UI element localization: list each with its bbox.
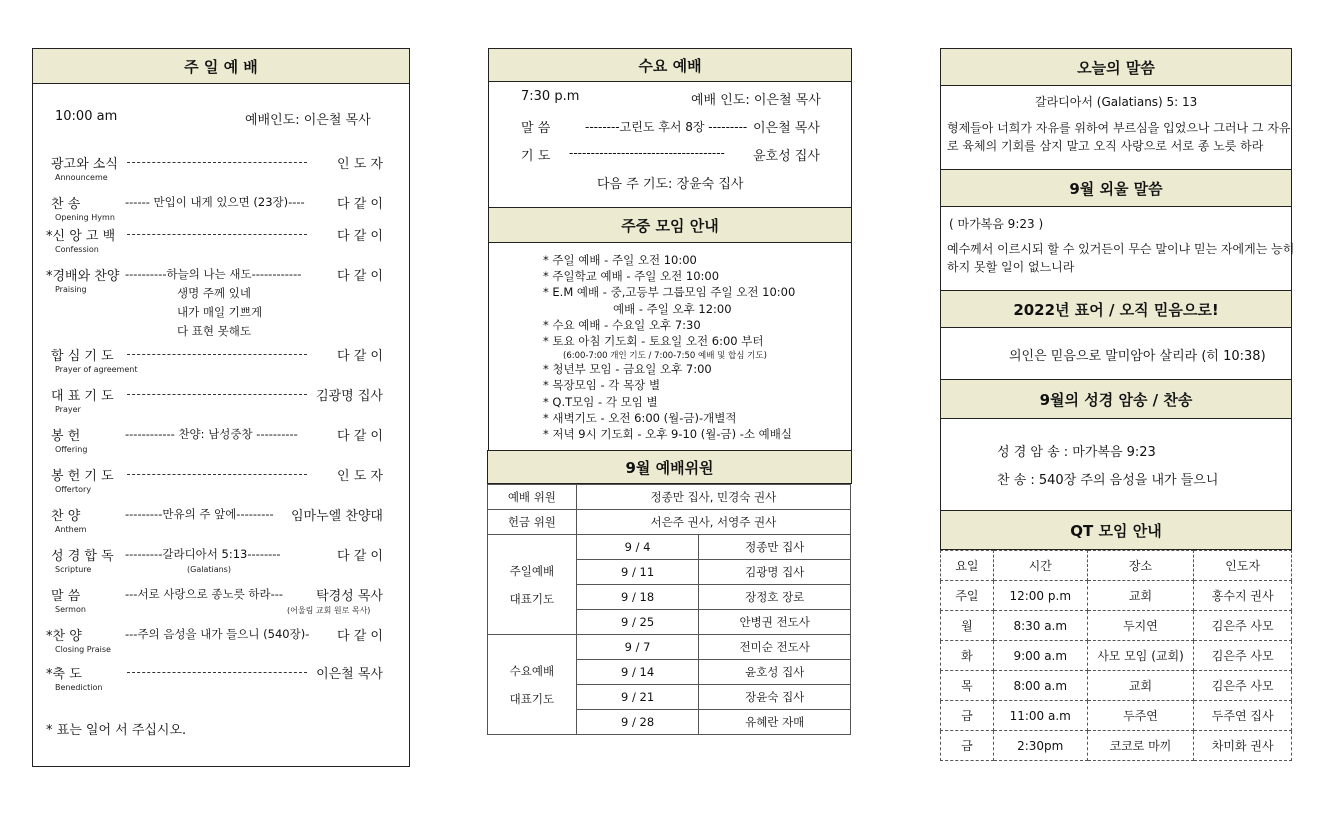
- wed-sermon-label: 말 씀: [521, 121, 551, 136]
- worship-committee-label: 예배 위원: [488, 485, 577, 510]
- order-item-label: *경배와 찬양: [46, 269, 120, 284]
- order-item-label: *축 도: [46, 667, 82, 682]
- table-row: [941, 671, 1292, 701]
- qt-cell: 김은주 사모: [1194, 671, 1292, 701]
- weekly-item: * 수요 예배 - 수요일 오후 7:30: [543, 317, 701, 332]
- order-item-leader-line: [127, 672, 307, 673]
- order-item-person: 다 같 이: [337, 629, 383, 644]
- motto-title: 2022년 표어 / 오직 믿음으로!: [940, 290, 1292, 328]
- wed-date-1: 9 / 7: [576, 635, 699, 660]
- weekly-item: * E.M 예배 - 중,고등부 그룹모임 주일 오전 10:00: [543, 285, 796, 300]
- wed-sermon-title: --------고린도 후서 8장 ---------: [585, 120, 748, 134]
- wed-prayer-label-2: 대표기도: [509, 691, 555, 706]
- wed-next-prayer: 다음 주 기도: 장윤숙 집사: [597, 177, 744, 192]
- memory-text-2: 하지 못할 일이 없느니라: [947, 260, 1075, 274]
- table-row: [941, 641, 1292, 671]
- order-item-english: Opening Hymn: [55, 213, 115, 222]
- wed-date-2: 9 / 14: [576, 660, 699, 685]
- wed-date-4: 9 / 28: [576, 710, 699, 735]
- order-item-leader-line: [127, 234, 307, 235]
- standing-note: * 표는 일어 서 주십시오.: [46, 723, 187, 738]
- weekly-item: (6:00-7:00 개인 기도 / 7:00-7:50 예배 및 합심 기도): [563, 351, 767, 362]
- word-text-2: 로 육체의 기회를 삼지 말고 오직 사랑으로 서로 종 노릇 하라: [947, 139, 1264, 153]
- recite-title: 9월의 성경 암송 / 찬송: [940, 379, 1292, 419]
- order-item-person: 인 도 자: [337, 469, 383, 484]
- weekly-item: * 청년부 모임 - 금요일 오후 7:00: [543, 362, 712, 377]
- order-item-detail: ------------ 찬양: 남성중창 ----------: [125, 427, 298, 441]
- table-row: [941, 581, 1292, 611]
- order-item-english: Closing Praise: [55, 645, 111, 654]
- order-item-label: 광고와 소식: [51, 157, 118, 172]
- weekly-item: * Q.T모임 - 각 모임 별: [543, 394, 658, 409]
- order-item-person: 김광명 집사: [316, 389, 383, 404]
- weekly-item: * 목장모임 - 각 목장 별: [543, 378, 661, 393]
- memory-panel: [940, 206, 1295, 291]
- order-item-detail: ------ 만입이 내게 있으면 (23장)----: [125, 195, 305, 209]
- praise-song-1: 생명 주께 있네: [177, 286, 251, 300]
- order-item-label: 찬 양: [51, 509, 81, 524]
- order-item-leader-line: [127, 394, 307, 395]
- sunday-name-1: 정종만 집사: [699, 535, 851, 560]
- order-item-label: 봉 헌 기 도: [51, 469, 114, 484]
- word-text-1: 형제들아 너희가 자유를 위하여 부르심을 입었으나 그러나 그 자유: [947, 121, 1291, 135]
- qt-header-day: 요일: [941, 551, 994, 581]
- qt-table: [940, 550, 1292, 761]
- galatians-subtitle: (Galatians): [187, 565, 231, 574]
- order-item-person: 다 같 이: [337, 429, 383, 444]
- recite-hymn: 찬 송 : 540장 주의 음성을 내가 들으니: [997, 473, 1219, 488]
- table-row: [941, 701, 1292, 731]
- order-item-label: 찬 송: [51, 197, 81, 212]
- table-row: [488, 535, 851, 560]
- offering-committee-names: 서은주 권사, 서영주 권사: [576, 510, 850, 535]
- weekly-item: * 토요 아침 기도회 - 토요일 오전 6:00 부터: [543, 334, 764, 348]
- table-row: [941, 731, 1292, 761]
- qt-header-leader: 인도자: [1194, 551, 1292, 581]
- order-item-detail: ----------하늘의 나는 새도------------: [125, 267, 302, 281]
- order-item-person: 임마누엘 찬양대: [290, 509, 383, 524]
- workers-table: [487, 484, 851, 735]
- order-item-label: 성 경 합 독: [51, 549, 114, 564]
- qt-rows: [941, 581, 1292, 761]
- order-item-english: Praising: [55, 285, 87, 294]
- wednesday-title: 수요 예배: [488, 48, 852, 82]
- qt-cell: 화: [941, 641, 994, 671]
- qt-cell: 교회: [1087, 581, 1194, 611]
- table-row: [488, 485, 851, 510]
- order-item-english: Prayer of agreement: [55, 365, 138, 374]
- praise-song-2: 내가 매일 기쁘게: [177, 305, 263, 319]
- qt-cell: 두주연: [1087, 701, 1194, 731]
- qt-cell: 두지연: [1087, 611, 1194, 641]
- order-item-label: 봉 헌: [51, 429, 81, 444]
- qt-cell: 차미화 권사: [1194, 731, 1292, 761]
- order-item-label: 대 표 기 도: [51, 389, 114, 404]
- qt-header-time: 시간: [993, 551, 1087, 581]
- sunday-name-3: 장정호 장로: [699, 585, 851, 610]
- worship-committee-names: 정종만 집사, 민경숙 권사: [576, 485, 850, 510]
- qt-cell: 9:00 a.m: [993, 641, 1087, 671]
- word-reference: 갈라디아서 (Galatians) 5: 13: [1035, 95, 1198, 109]
- offering-committee-label: 헌금 위원: [488, 510, 577, 535]
- recite-panel: [940, 418, 1292, 511]
- order-item-person: 다 같 이: [337, 349, 383, 364]
- qt-cell: 8:30 a.m: [993, 611, 1087, 641]
- wed-prayer-label: 기 도: [521, 149, 551, 164]
- wed-date-3: 9 / 21: [576, 685, 699, 710]
- qt-cell: 사모 모임 (교회): [1087, 641, 1194, 671]
- wed-prayer-leader: 윤호성 집사: [753, 149, 820, 164]
- order-item-person: 다 같 이: [337, 229, 383, 244]
- sunday-date-2: 9 / 11: [576, 560, 699, 585]
- weekly-item: * 새벽기도 - 오전 6:00 (월-금)-개별적: [543, 410, 737, 425]
- qt-cell: 주일: [941, 581, 994, 611]
- memory-title: 9월 외울 말씀: [940, 169, 1292, 207]
- wed-sermon-preacher: 이은철 목사: [753, 121, 820, 136]
- qt-cell: 11:00 a.m: [993, 701, 1087, 731]
- order-item-english: Announceme: [55, 173, 108, 182]
- qt-cell: 김은주 사모: [1194, 611, 1292, 641]
- order-item-detail: ---------갈라디아서 5:13--------: [125, 547, 281, 561]
- order-item-detail: ---주의 음성을 내가 들으니 (540장)-: [125, 627, 310, 641]
- qt-cell: 두주연 집사: [1194, 701, 1292, 731]
- order-item-english: Sermon: [55, 605, 86, 614]
- sermon-preacher-subtitle: (어울림 교회 원로 목사): [287, 606, 371, 615]
- weekly-item: 예배 - 주일 오후 12:00: [613, 301, 732, 316]
- order-item-english: Benediction: [55, 683, 103, 692]
- table-row: [488, 510, 851, 535]
- qt-cell: 월: [941, 611, 994, 641]
- order-item-detail: ---서로 사랑으로 종노릇 하라---: [125, 587, 284, 601]
- qt-cell: 홍수지 권사: [1194, 581, 1292, 611]
- sunday-title: 주 일 예 배: [32, 48, 410, 84]
- order-item-person: 인 도 자: [337, 157, 383, 172]
- memory-text-1: 예수께서 이르시되 할 수 있거든이 무슨 말이냐 믿는 자에게는 능히: [947, 242, 1295, 256]
- wednesday-panel: [488, 48, 852, 208]
- order-item-leader-line: [127, 354, 307, 355]
- qt-cell: 교회: [1087, 671, 1194, 701]
- qt-cell: 코코로 마끼: [1087, 731, 1194, 761]
- weekly-title: 주중 모임 안내: [488, 207, 852, 243]
- sunday-prayer-label-2: 대표기도: [509, 591, 555, 606]
- wed-name-4: 유혜란 자매: [699, 710, 851, 735]
- order-item-english: Scripture: [55, 565, 92, 574]
- sunday-prayer-label: [488, 535, 577, 635]
- qt-cell: 김은주 사모: [1194, 641, 1292, 671]
- qt-cell: 목: [941, 671, 994, 701]
- sunday-leader: 예배인도: 이은철 목사: [245, 113, 371, 128]
- order-item-english: Offering: [55, 445, 88, 454]
- wednesday-leader: 예배 인도: 이은철 목사: [691, 93, 821, 108]
- sunday-name-4: 안병권 전도사: [699, 610, 851, 635]
- weekly-panel: [488, 207, 852, 451]
- table-row: [941, 611, 1292, 641]
- order-item-person: 다 같 이: [337, 269, 383, 284]
- order-item-label: *신 앙 고 백: [46, 229, 116, 244]
- wednesday-time: 7:30 p.m: [521, 89, 580, 104]
- order-item-label: 말 씀: [51, 589, 81, 604]
- order-item-english: Confession: [55, 245, 99, 254]
- qt-title: QT 모임 안내: [940, 510, 1292, 550]
- order-item-label: 합 심 기 도: [51, 349, 114, 364]
- motto-text: 의인은 믿음으로 말미암아 살리라 (히 10:38): [1009, 349, 1266, 364]
- weekly-item: * 주일학교 예배 - 주일 오전 10:00: [543, 269, 720, 284]
- wed-name-3: 장윤숙 집사: [699, 685, 851, 710]
- order-item-person: 다 같 이: [337, 197, 383, 212]
- wed-prayer-leader-line: ------------------------------------: [569, 146, 725, 160]
- wed-prayer-table-label: [488, 635, 577, 735]
- sunday-date-3: 9 / 18: [576, 585, 699, 610]
- sunday-name-2: 김광명 집사: [699, 560, 851, 585]
- qt-header-place: 장소: [1087, 551, 1194, 581]
- qt-cell: 12:00 p.m: [993, 581, 1087, 611]
- weekly-item: * 주일 예배 - 주일 오전 10:00: [543, 253, 697, 267]
- sunday-prayer-label-1: 주일예배: [509, 563, 555, 578]
- order-item-detail: ---------만유의 주 앞에---------: [125, 507, 274, 521]
- sunday-panel: [32, 48, 410, 767]
- wed-prayer-label-1: 수요예배: [509, 663, 555, 678]
- order-item-person: 다 같 이: [337, 549, 383, 564]
- sunday-time: 10:00 am: [55, 109, 118, 124]
- recite-scripture: 성 경 암 송 : 마가복음 9:23: [997, 445, 1156, 460]
- order-item-english: Offertory: [55, 485, 92, 494]
- word-title: 오늘의 말씀: [940, 48, 1292, 86]
- sunday-date-1: 9 / 4: [576, 535, 699, 560]
- word-panel: [940, 85, 1292, 170]
- qt-header-row: [941, 551, 1292, 581]
- motto-panel: [940, 327, 1292, 380]
- order-item-leader-line: [127, 474, 307, 475]
- qt-cell: 8:00 a.m: [993, 671, 1087, 701]
- order-item-english: Prayer: [55, 405, 81, 414]
- order-item-label: *찬 양: [46, 629, 82, 644]
- wed-name-1: 전미순 전도사: [699, 635, 851, 660]
- workers-title: 9월 예배위원: [487, 450, 852, 484]
- order-item-person: 이은철 목사: [316, 667, 383, 682]
- order-item-person: 탁경성 목사: [316, 589, 383, 604]
- order-item-leader-line: [127, 162, 307, 163]
- qt-cell: 금: [941, 701, 994, 731]
- qt-cell: 금: [941, 731, 994, 761]
- wed-name-2: 윤호성 집사: [699, 660, 851, 685]
- qt-cell: 2:30pm: [993, 731, 1087, 761]
- praise-song-3: 다 표현 못해도: [177, 324, 251, 338]
- order-item-english: Anthem: [55, 525, 87, 534]
- table-row: [488, 635, 851, 660]
- sunday-date-4: 9 / 25: [576, 610, 699, 635]
- memory-reference: ( 마가복음 9:23 ): [949, 217, 1044, 231]
- weekly-item: * 저녁 9시 기도회 - 오후 9-10 (월-금) -소 예배실: [543, 427, 793, 441]
